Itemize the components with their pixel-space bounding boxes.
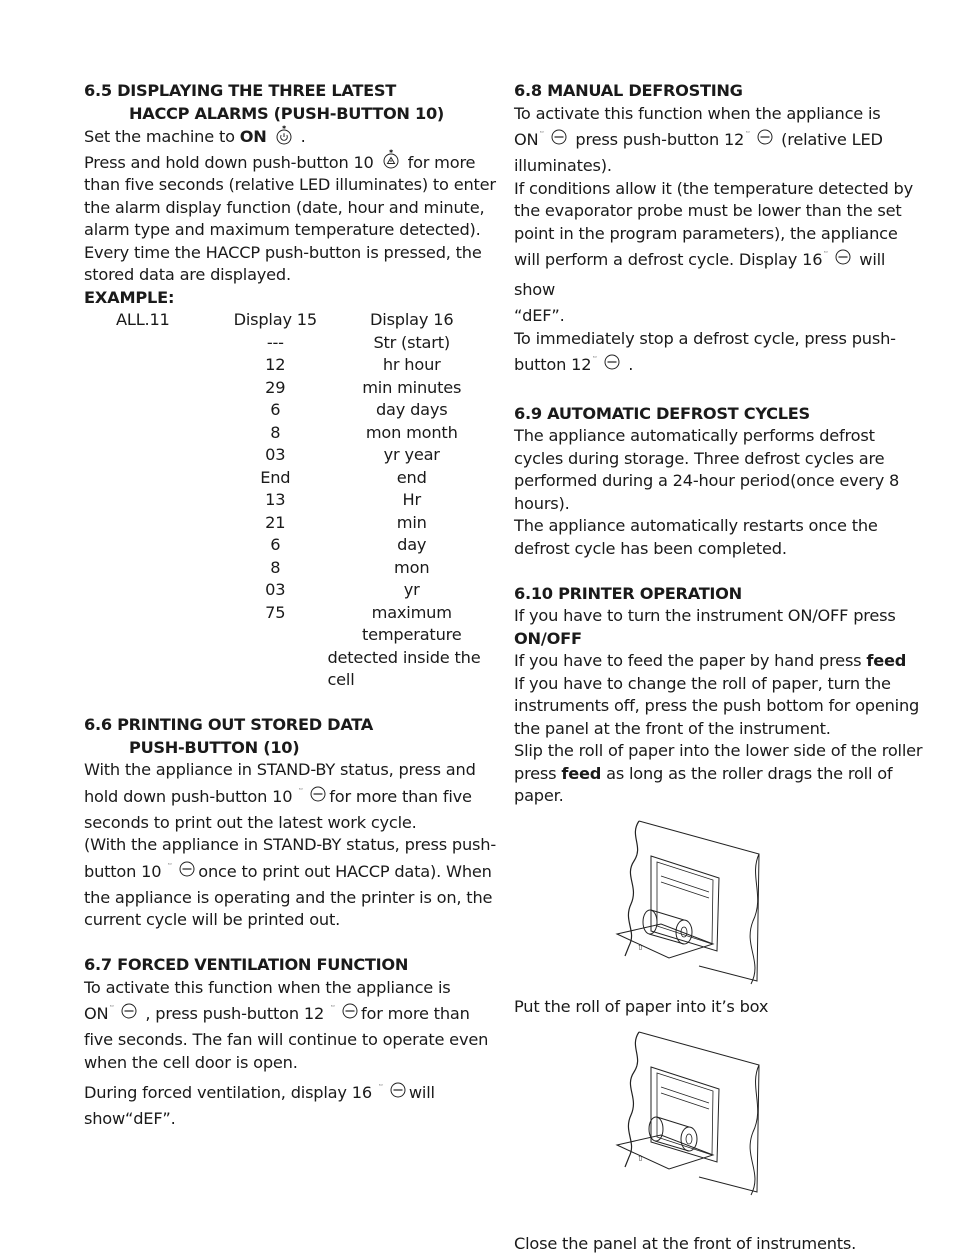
svg-text:✱: ✱	[388, 148, 393, 155]
display15-value: End	[260, 467, 291, 487]
s68-line5: will perform a defrost cycle. Display 16 ᵏᵒʳ will show	[514, 250, 886, 299]
display15-value: 03	[265, 580, 286, 599]
svg-text:ᵏᵒʳ: ᵏᵒʳ	[378, 1083, 383, 1088]
s68-line7: To immediately stop a defrost cycle, press push-	[514, 328, 896, 348]
power-button-icon	[274, 125, 294, 145]
print-button-icon	[299, 785, 327, 805]
example-row	[84, 602, 496, 647]
s66-line3: seconds to print out the latest work cycle.	[84, 812, 417, 832]
on-button-icon	[110, 1002, 138, 1022]
example-row	[84, 354, 496, 377]
fan-button-icon	[331, 1002, 359, 1022]
example-table	[84, 309, 496, 692]
display16-value: Str (start)	[373, 332, 450, 352]
display16-value: maximum temperature	[361, 602, 462, 644]
s66-line6: the appliance is operating and the printer is on, the current cycle will be printed out.	[84, 887, 493, 929]
s66-line4: (With the appliance in STAND-BY status, press push-	[84, 835, 496, 854]
example-row	[84, 512, 496, 535]
s65-line2: Press and hold down push-button 10 ✱ for more	[84, 148, 476, 172]
display16-value: hr hour	[382, 355, 441, 374]
example-row	[84, 579, 496, 602]
svg-text:ᵏᵒʳ: ᵏᵒʳ	[540, 130, 545, 135]
svg-text:ᵏᵒʳ: ᵏᵒʳ	[746, 130, 750, 135]
example-row	[84, 467, 496, 490]
section-6-10-title: 6.10 PRINTER OPERATION	[514, 583, 742, 603]
display15-value: 8	[270, 557, 281, 577]
s68-line3: illuminates).	[514, 156, 612, 175]
s610-line4: If you have to change the roll of paper, turn the instruments off, press the push bottom for opening the panel at the front of the instrument.	[514, 673, 920, 738]
on-button-icon	[540, 128, 568, 148]
example-row	[84, 332, 496, 355]
svg-text:ᵏᵒʳ: ᵏᵒʳ	[110, 1004, 115, 1009]
s68-line1: To activate this function when the appliance is	[514, 103, 881, 123]
svg-text:ᵏᵒʳ: ᵏᵒʳ	[168, 861, 173, 867]
s65-body: than five seconds (relative LED illuminates) to enter the alarm display function (date, hour and minute, alarm type and maximum temperature detected). Every time the HACCP push-button is pressed, the stored data are displayed.	[84, 175, 496, 284]
section-6-5-title: 6.5 DISPLAYING THE THREE LATEST HACCP ALARMS (PUSH-BUTTON 10)	[84, 81, 445, 123]
svg-text:ᵏᵒʳ: ᵏᵒʳ	[331, 1004, 335, 1009]
figure1-caption: Put the roll of paper into it’s box	[514, 997, 769, 1016]
s67-line5: show“dEF”.	[84, 1109, 176, 1128]
section-6-7-title: 6.7 FORCED VENTILATION FUNCTION	[84, 955, 409, 974]
display16-value: yr	[403, 580, 420, 599]
display15-value: 12	[265, 355, 286, 374]
printer-open-illustration	[609, 816, 769, 986]
s610-line6: press feed as long as the roller drags the roll of	[514, 763, 893, 783]
right-column	[514, 80, 926, 1256]
s68-line6: “dEF”.	[514, 306, 565, 325]
example-row	[84, 377, 496, 400]
display16-value: detected inside the cell	[327, 647, 481, 689]
display16-value: min	[396, 512, 427, 532]
display16-value: mon	[394, 557, 430, 577]
s610-line5: Slip the roll of paper into the lower side of the roller	[514, 741, 923, 760]
printer-roll-inserted-illustration	[609, 1027, 769, 1197]
print-button-icon	[168, 860, 196, 880]
example-row	[84, 422, 496, 445]
s610-line3: If you have to feed the paper by hand press feed	[514, 651, 907, 670]
svg-text:ᵏᵒʳ: ᵏᵒʳ	[593, 355, 598, 360]
example-header-row: ALL.11 Display 15 Display 16	[116, 310, 454, 329]
display15-value: 75	[265, 602, 286, 622]
s68-line4: If conditions allow it (the temperature detected by the evaporator probe must be lower than the set point in the program parameters), the appliance	[514, 178, 913, 243]
example-row	[84, 647, 496, 692]
display15-value: ---	[266, 332, 284, 352]
example-label: EXAMPLE:	[84, 287, 175, 307]
s66-line2: hold down push-button 10 ᵏᵒʳ for more than five	[84, 786, 472, 806]
figure2-caption: Close the panel at the front of instruments.	[514, 1234, 857, 1253]
s67-line1: To activate this function when the appliance is	[84, 977, 451, 997]
display-icon	[379, 1081, 407, 1101]
left-column	[84, 80, 496, 1131]
example-row	[84, 557, 496, 580]
display16-value: end	[396, 467, 427, 487]
display16-value: mon month	[365, 422, 458, 442]
defrost-button-icon	[593, 353, 621, 373]
display15-value: 29	[265, 377, 286, 397]
display15-value: 13	[265, 490, 286, 509]
display16-value: min minutes	[362, 377, 462, 397]
s68-line2: ON ᵏᵒʳ press push-button 12 ᵏᵒʳ (relative LED	[514, 130, 883, 149]
s67-line4: During forced ventilation, display 16 ᵏᵒʳ will	[84, 1083, 435, 1102]
s68-line8: button 12 ᵏᵒʳ .	[514, 355, 634, 374]
display15-value: 21	[265, 512, 286, 532]
s65-line1: Set the machine to ON ✱ .	[84, 125, 306, 146]
display15-value: 6	[270, 400, 281, 419]
section-6-8-title: 6.8 MANUAL DEFROSTING	[514, 81, 743, 100]
svg-text:ᵏᵒʳ: ᵏᵒʳ	[299, 786, 304, 792]
display16-value: Hr	[402, 490, 421, 509]
section-6-9-title: 6.9 AUTOMATIC DEFROST CYCLES	[514, 403, 810, 423]
example-row	[84, 399, 496, 422]
display15-value: 03	[265, 445, 286, 464]
s69-body1: The appliance automatically performs defrost cycles during storage. Three defrost cycles are performed during a 24-hour period(once every 8 hours).	[514, 426, 900, 513]
s610-line7: paper.	[514, 786, 564, 805]
s69-body2: The appliance automatically restarts once the defrost cycle has been completed.	[514, 516, 878, 558]
svg-text:⇧: ⇧	[637, 1153, 644, 1163]
s66-line1: With the appliance in STAND-BY status, press and	[84, 760, 476, 779]
example-row	[84, 534, 496, 557]
s610-line2: ON/OFF	[514, 628, 582, 648]
display15-value: 6	[270, 535, 281, 554]
s67-line2: ON ᵏᵒʳ , press push-button 12 ᵏᵒʳ for more than	[84, 1004, 470, 1023]
section-6-6-title: 6.6 PRINTING OUT STORED DATA PUSH-BUTTON (10)	[84, 715, 374, 757]
display-icon	[824, 248, 852, 268]
display16-value: day	[397, 535, 427, 554]
display15-value: 8	[270, 422, 281, 442]
display15-value	[223, 647, 327, 692]
svg-text:ᵏᵒʳ: ᵏᵒʳ	[824, 250, 829, 255]
display16-value: yr year	[383, 445, 440, 464]
svg-text:⇧: ⇧	[637, 942, 644, 952]
haccp-button-icon	[381, 149, 401, 171]
s610-line1: If you have to turn the instrument ON/OFF press	[514, 606, 896, 625]
example-row	[84, 489, 496, 512]
s66-line5: button 10 ᵏᵒʳ once to print out HACCP data). When	[84, 861, 492, 881]
s67-line3: five seconds. The fan will continue to operate even when the cell door is open.	[84, 1030, 489, 1072]
defrost-button-icon	[746, 128, 774, 148]
svg-text:✱: ✱	[281, 125, 286, 131]
display16-value: day days	[375, 400, 448, 419]
example-row	[84, 444, 496, 467]
